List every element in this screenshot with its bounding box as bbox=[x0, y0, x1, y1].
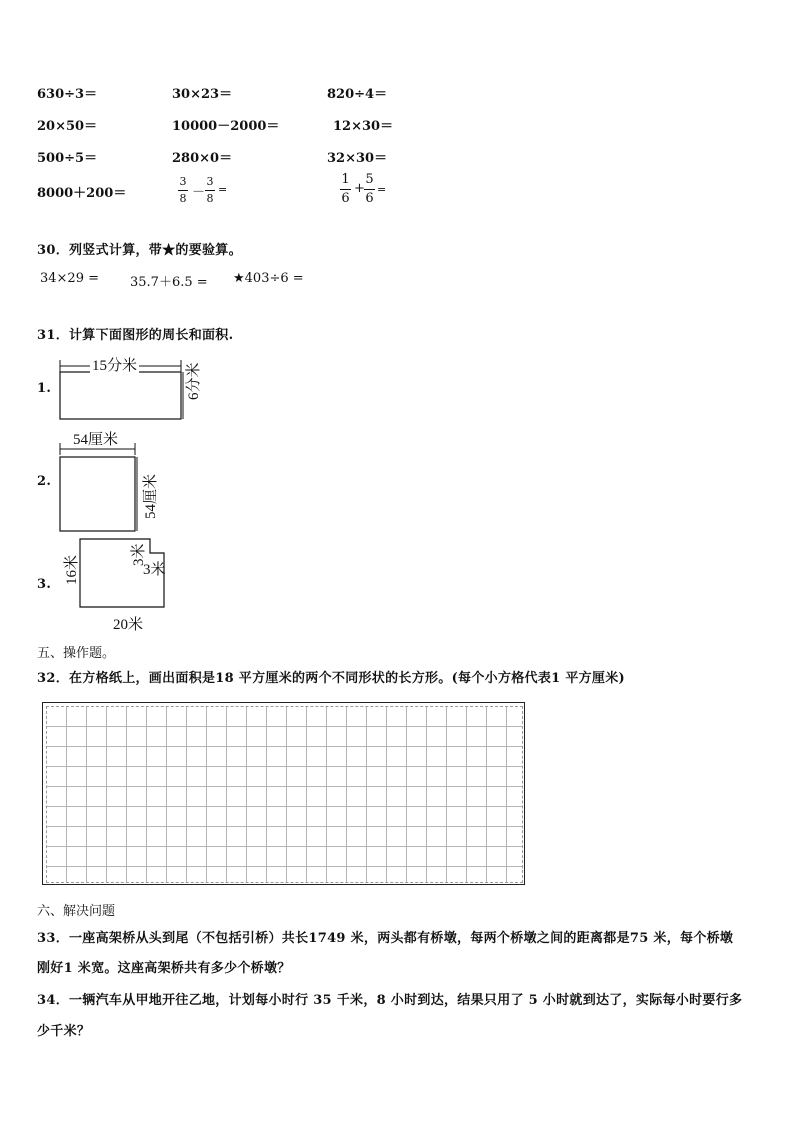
q32-title: 32．在方格纸上，画出面积是18 平方厘米的两个不同形状的长方形。(每个小方格代表1 平方厘米) bbox=[37, 671, 625, 686]
calc-r1-c1: 630÷3＝ bbox=[37, 87, 98, 102]
calc-r2-c1: 20×50＝ bbox=[37, 119, 98, 134]
calc-r3-c2: 280×0＝ bbox=[172, 151, 233, 166]
q31-title: 31．计算下面图形的周长和面积. bbox=[37, 328, 234, 343]
frac-sub-op: － bbox=[192, 185, 206, 200]
calc-r4-c1: 8000＋200＝ bbox=[37, 186, 127, 201]
figure-3-number: 3. bbox=[37, 577, 52, 592]
q33-line-2: 刚好1 米宽。这座高架桥共有多少个桥墩？ bbox=[37, 961, 291, 976]
q33-line-1: 33．一座高架桥从头到尾（不包括引桥）共长1749 米，两头都有桥墩，每两个桥墩之间的距离都是75 米，每个桥墩 bbox=[37, 931, 734, 946]
calc-r1-c2: 30×23＝ bbox=[172, 87, 233, 102]
figure-1-height-label: 6分米 bbox=[186, 362, 202, 400]
q30-title: 30．列竖式计算，带★的要验算。 bbox=[37, 243, 242, 258]
q34-line-2: 少千米？ bbox=[37, 1024, 91, 1039]
figure-3-bottom-label: 20米 bbox=[113, 617, 144, 633]
figure-1-number: 1. bbox=[37, 381, 52, 396]
frac-sub-eq: = bbox=[218, 183, 228, 196]
figure-2-width-label: 54厘米 bbox=[73, 432, 119, 448]
calc-r3-c1: 500÷5＝ bbox=[37, 151, 98, 166]
frac-add-eq: = bbox=[377, 183, 387, 196]
q34-line-1: 34．一辆汽车从甲地开往乙地，计划每小时行 35 千米，8 小时到达，结果只用了 5 小时就到达了，实际每小时要行多 bbox=[37, 993, 743, 1008]
section-5-title: 五、操作题。 bbox=[37, 646, 116, 661]
frac-sub-b: 3 8 bbox=[206, 175, 214, 205]
figure-3-notch-horizontal-label: 3米 bbox=[143, 562, 166, 578]
figure-3-left-label: 16米 bbox=[64, 554, 80, 585]
frac-add-a: 1 6 bbox=[341, 172, 350, 206]
calc-r2-c2: 10000－2000＝ bbox=[172, 119, 280, 134]
frac-sub-a: 3 8 bbox=[179, 175, 187, 205]
frac-add-b: 5 6 bbox=[365, 172, 374, 206]
section-6-title: 六、解决问题 bbox=[37, 904, 116, 919]
q30-expr-2: 35.7＋6.5 = bbox=[130, 275, 208, 290]
frac-add-op: + bbox=[354, 181, 365, 196]
q30-expr-1: 34×29 = bbox=[40, 271, 100, 286]
q30-expr-3: ★403÷6 = bbox=[233, 271, 304, 286]
figure-2-number: 2. bbox=[37, 474, 52, 489]
calc-r2-c3: 12×30＝ bbox=[333, 119, 394, 134]
grid-paper-cells[interactable] bbox=[46, 706, 523, 883]
figure-2-height-label: 54厘米 bbox=[143, 473, 159, 519]
figure-3-notch-vertical-label: 3米 bbox=[131, 543, 147, 566]
grid-paper[interactable] bbox=[42, 702, 525, 885]
calc-r3-c3: 32×30＝ bbox=[327, 151, 388, 166]
figure-1-width-label: 15分米 bbox=[90, 354, 139, 375]
calc-r1-c3: 820÷4＝ bbox=[327, 87, 388, 102]
